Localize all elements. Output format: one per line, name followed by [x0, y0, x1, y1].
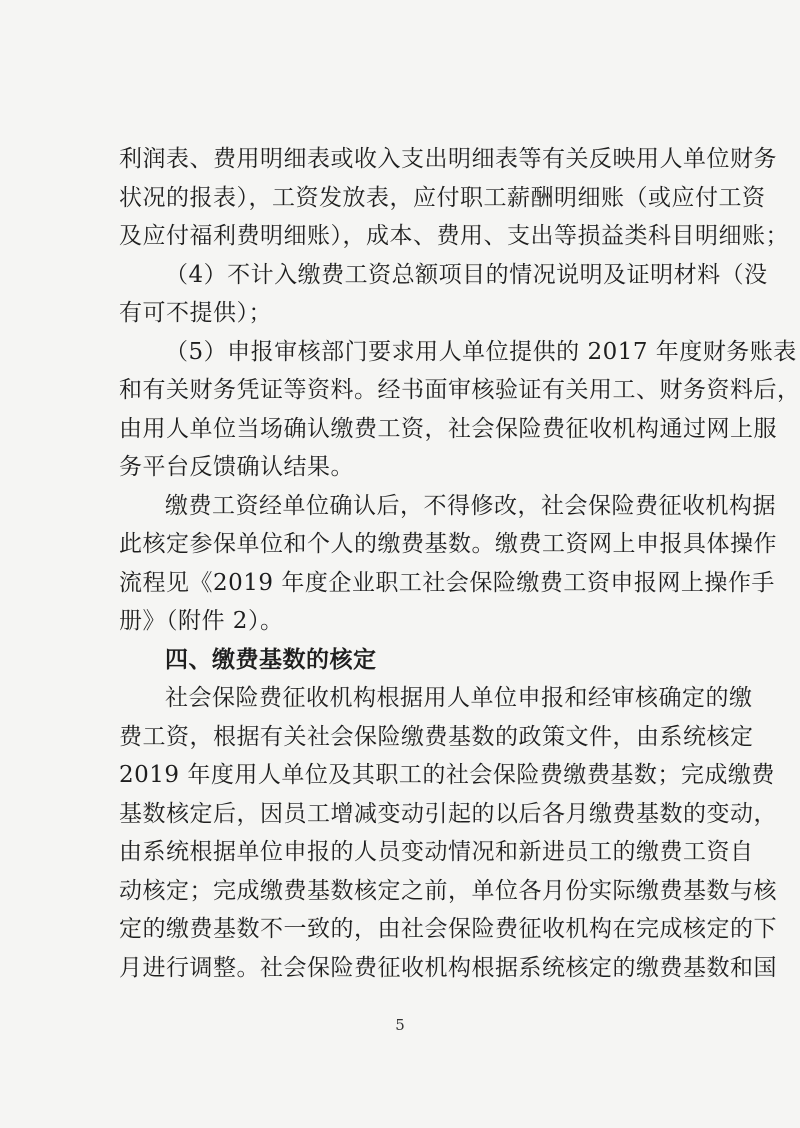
text-line: （4）不计入缴费工资总额项目的情况说明及证明材料（没	[165, 261, 768, 288]
text-line: 有可不提供）；	[119, 300, 272, 326]
page-number: 5	[395, 1016, 405, 1034]
text-line: 社会保险费征收机构根据用人单位申报和经审核确定的缴	[165, 685, 753, 711]
text-line: 定的缴费基数不一致的，由社会保险费征收机构在完成核定的下	[119, 916, 777, 942]
text-line: 由用人单位当场确认缴费工资，社会保险费征收机构通过网上服	[119, 415, 777, 442]
text-line: 及应付福利费明细账），成本、费用、支出等损益类科目明细账；	[119, 223, 789, 249]
text-line: 2019 年度用人单位及其职工的社会保险费缴费基数；完成缴费	[119, 762, 775, 788]
text-line: 和有关财务凭证等资料。经书面审核验证有关用工、财务资料后，	[119, 377, 800, 403]
text-line: 此核定参保单位和个人的缴费基数。缴费工资网上申报具体操作	[119, 531, 777, 557]
text-line: 基数核定后，因员工增减变动引起的以后各月缴费基数的变动，	[119, 800, 777, 827]
text-line: 利润表、费用明细表或收入支出明细表等有关反映用人单位财务	[119, 146, 777, 172]
text-line: 动核定；完成缴费基数核定之前，单位各月份实际缴费基数与核	[119, 877, 777, 904]
text-line: 由系统根据单位申报的人员变动情况和新进员工的缴费工资自	[119, 839, 754, 865]
section-heading: 四、缴费基数的核定	[165, 645, 377, 673]
text-line: 流程见《2019 年度企业职工社会保险缴费工资申报网上操作手	[119, 569, 775, 596]
text-line: 务平台反馈确认结果。	[119, 454, 354, 480]
body-text	[119, 140, 800, 987]
text-line: 缴费工资经单位确认后，不得修改，社会保险费征收机构据	[165, 492, 776, 519]
text-line: 费工资，根据有关社会保险缴费基数的政策文件，由系统核定	[119, 723, 754, 750]
text-line: 月进行调整。社会保险费征收机构根据系统核定的缴费基数和国	[119, 954, 777, 981]
text-line: 状况的报表），工资发放表，应付职工薪酬明细账（或应付工资	[119, 184, 766, 211]
text-line: 册》（附件 2）。	[119, 608, 284, 634]
text-line: （5）申报审核部门要求用人单位提供的 2017 年度财务账表	[165, 338, 797, 365]
